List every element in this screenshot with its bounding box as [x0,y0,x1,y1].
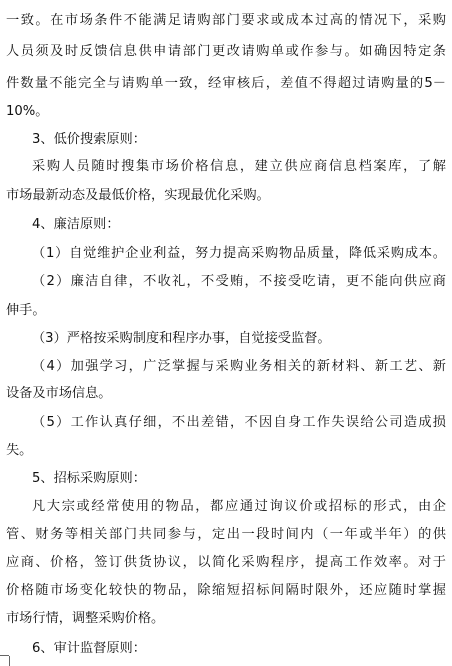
document-line: 设备及市场信息。 [6,386,112,401]
document-line: 3、低价搜索原则： [32,132,146,147]
document-line: （4）加强学习，广泛掌握与采购业务相关的新材料、新工艺、新 [32,359,446,374]
document-line: 管、财务等相关部门共同参与，定出一段时间内（一年或半年）的供 [6,527,446,542]
document-line: 失。 [6,443,33,458]
crop-mark-bottom-left-vertical [9,656,10,666]
document-line: 一致。在市场条件不能满足请购部门要求或成本过高的情况下，采购 [6,13,446,28]
document-line: 件数量不能完全与请购单一致，经审核后，差值不得超过请购量的5－ [6,76,446,91]
document-line: （2）廉洁自律，不收礼，不受贿，不接受吃请，更不能向供应商 [32,274,446,289]
document-line: 凡大宗或经常使用的物品，都应通过询议价或招标的形式，由企 [32,499,446,514]
document-line: 价格随市场变化较快的物品，除缩短招标间隔时限外，还应随时掌握 [6,583,446,598]
document-line: 10%。 [6,104,49,119]
document-line: （5）工作认真仔细，不出差错，不因自身工作失误给公司造成损 [32,415,446,430]
document-line: 人员须及时反馈信息供申请部门更改请购单或作参与。如确因特定条 [6,44,446,59]
document-line: （3）严格按采购制度和程序办事，自觉接受监督。 [32,331,331,346]
document-line: 5、招标采购原则： [32,471,146,486]
document-line: 应商、价格，签订供货协议，以简化采购程序，提高工作效率。对于 [6,555,446,570]
document-line: 市场行情，调整采购价格。 [6,611,165,626]
document-line: 伸手。 [6,303,46,318]
document-line: （1）自觉维护企业利益，努力提高采购物品质量，降低采购成本。 [32,246,446,261]
document-line: 6、审计监督原则： [32,641,146,656]
document-line: 采购人员随时搜集市场价格信息，建立供应商信息档案库，了解 [32,159,446,174]
document-line: 4、廉洁原则： [32,217,120,232]
crop-mark-bottom-left-horizontal [0,655,9,656]
document-line: 市场最新动态及最低价格，实现最优化采购。 [6,188,270,203]
